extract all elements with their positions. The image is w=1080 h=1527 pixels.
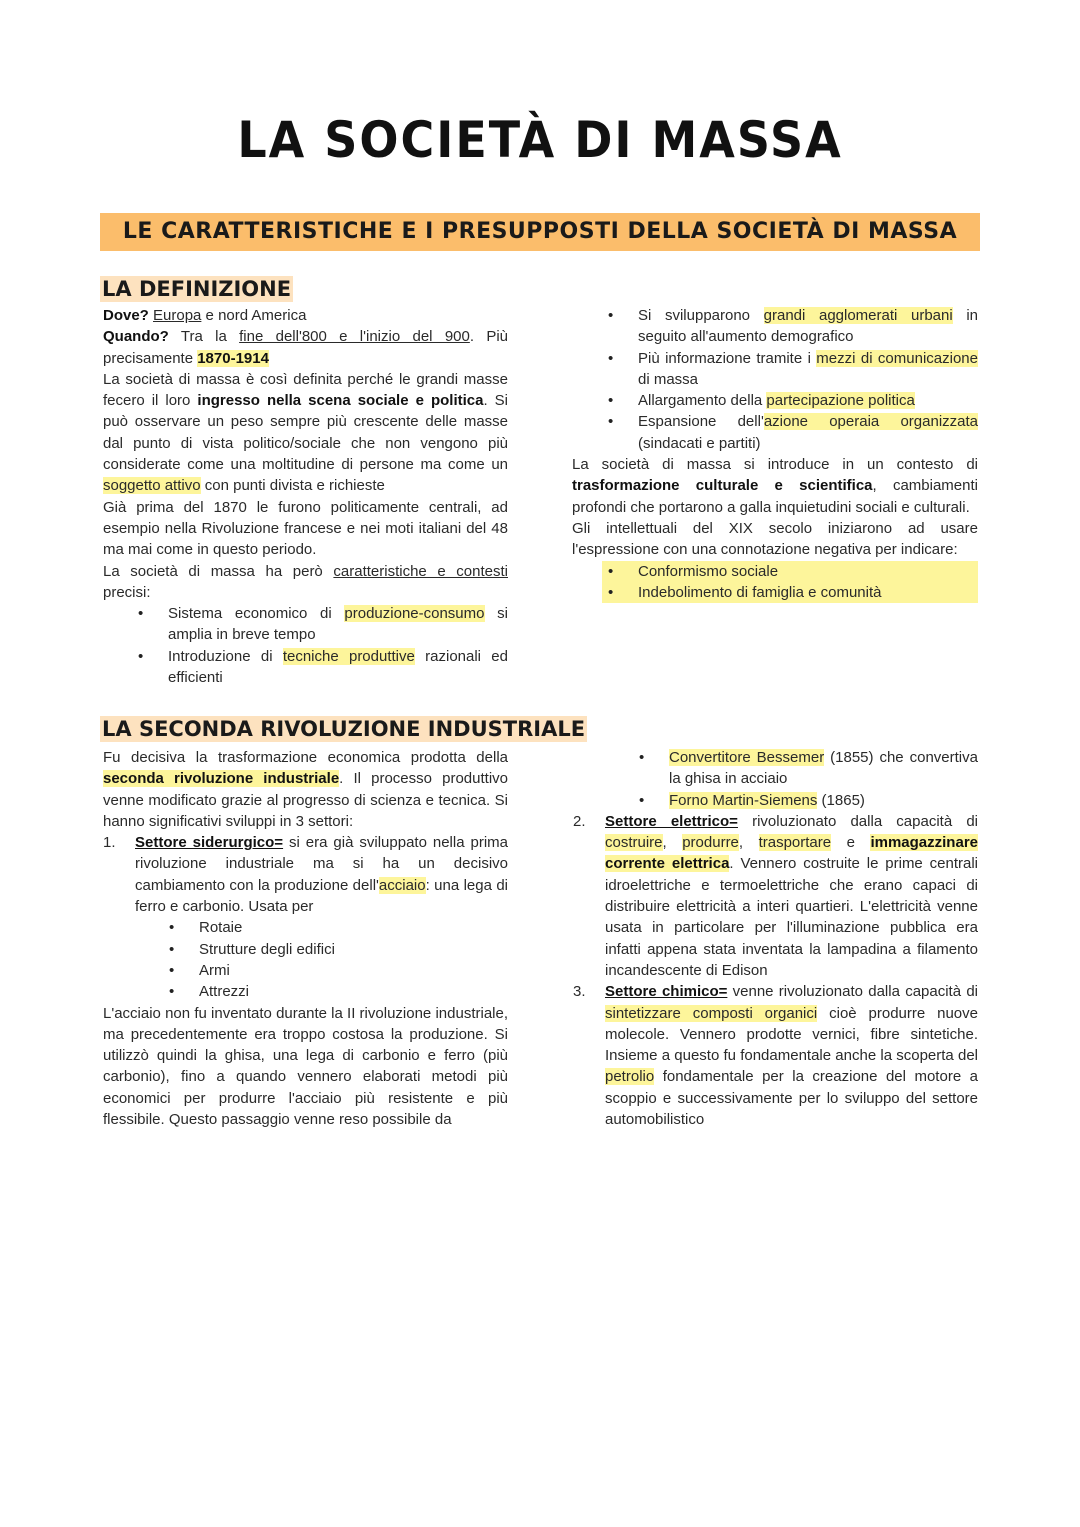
s3-highlight-2: petrolio — [605, 1068, 655, 1086]
r2-post: di massa — [638, 370, 699, 388]
p1-post: . Si può osservare un peso sempre più crescente delle masse dal punto di vista politico/sociale che non vengono più considerate come una moltitudine di persone ma come un — [103, 392, 508, 474]
settori-list-continued — [573, 811, 979, 1130]
list-item: • Strutture degli edifici — [199, 939, 508, 960]
rp1-pre: La società di massa si introduce in un contesto di — [572, 456, 978, 474]
p3-underline: caratteristiche e contesti — [333, 562, 508, 580]
b2-post: razionali ed efficienti — [168, 647, 508, 687]
r1-highlight: grandi agglomerati urbani — [763, 307, 953, 324]
s2-sep-2: , — [738, 834, 759, 852]
m2-post: (1865) — [817, 791, 865, 809]
rivoluzione-right-column — [572, 747, 978, 1130]
rivoluzione-paragraph-2: L'acciaio non fu inventato durante la II rivoluzione industriale, ma precedentemente era troppo costosa la produzione. Si utilizzò quindi la ghisa, una lega di carbonio e ferro (più carbonio), fino a quando vennero elaborati metodi più economici per produrre l'acciaio più resistente e più flessibile. Questo passaggio venne reso possibile da — [103, 1004, 508, 1129]
definizione-paragraph-3 — [103, 561, 508, 604]
r3-pre: Allargamento della — [638, 392, 767, 410]
rp-post: . Il processo produttivo venne modificato grazie al progresso di scienza e tecnica. Si hanno significativi sviluppi in 3 settori: — [103, 770, 508, 830]
r4-highlight: azione operaia organizzata — [763, 413, 978, 431]
list-item: • Conformismo sociale — [638, 561, 978, 582]
metodi-list — [669, 747, 978, 811]
list-item — [168, 603, 508, 646]
quando-period: fine dell'800 e l'inizio del 900 — [239, 328, 470, 346]
dove-line — [103, 305, 508, 326]
b1-post: si amplia in breve tempo — [168, 605, 508, 644]
caratteristiche-list — [168, 603, 508, 688]
s2-post: . Vennero costruite le prime centrali idroelettriche e termoelettriche che erano capaci di distribuire elettricità a interi quartieri. L'elettricità venne usata in particolare per l'illuminazione pubblica era infatti appena stata inventata la lampadina a filamento incandescente di Edison — [605, 855, 978, 979]
settore-label: Settore chimico= — [605, 983, 728, 1001]
settore-label: Settore siderurgico= — [135, 834, 284, 852]
r3-highlight: partecipazione politica — [766, 392, 915, 410]
r2-highlight: mezzi di comunicazione — [816, 349, 978, 367]
rp1-bold: trasformazione culturale e scientifica — [572, 477, 873, 495]
definizione-left-column — [103, 305, 508, 688]
rivoluzione-left-column — [103, 747, 508, 1130]
contesto-paragraph-2: Gli intellettuali del XIX secolo iniziarono ad usare l'espressione con una connotazione negativa per indicare: — [572, 519, 978, 559]
s3-post: fondamentale per la creazione del motore a scoppio e successivamente per lo sviluppo del settore automobilistico — [605, 1068, 978, 1129]
rp-pre: Fu decisiva la trasformazione economica prodotta della — [103, 749, 508, 766]
section-banner: LE CARATTERISTICHE E I PRESUPPOSTI DELLA SOCIETÀ DI MASSA — [100, 213, 980, 251]
heading-definizione: LA DEFINIZIONE — [102, 277, 292, 301]
contesto-paragraph-1 — [572, 454, 978, 518]
list-item — [669, 790, 978, 811]
list-item — [638, 411, 978, 454]
r4-pre: Espansione dell' — [638, 413, 764, 431]
s2-pre: rivoluzionato dalla capacità di — [737, 812, 978, 830]
m1-post: (1855) che convertiva la ghisa in acciaio — [669, 749, 978, 788]
m2-highlight: Forno Martin-Siemens — [669, 791, 818, 809]
b2-pre: Introduzione di — [168, 647, 283, 665]
r4-post: (sindacati e partiti) — [638, 434, 761, 452]
definizione-paragraph-2: Già prima del 1870 le furono politicamente centrali, ad esempio nella Rivoluzione francese e nei moti italiani del 48 ma mai come in questo periodo. — [103, 498, 508, 559]
s1-pre: si era già sviluppato nella prima rivoluzione industriale ma si ha un decisivo cambiamento con la produzione dell' — [135, 834, 509, 894]
s1-highlight: acciaio — [378, 876, 426, 894]
rp1-post: , cambiamenti profondi che portarono a galla inquietudini sociali e culturali. — [572, 477, 978, 516]
r2-pre: Più informazione tramite i — [638, 349, 817, 367]
definizione-right-column — [572, 305, 978, 603]
negative-connotation-box — [602, 561, 978, 604]
settore-siderurgico — [103, 832, 509, 1002]
s2-highlight-1: costruire — [605, 834, 663, 852]
p3-post: precisi: — [103, 583, 151, 601]
p1-bold: ingresso nella scena sociale e politica — [197, 392, 484, 410]
p1-pre: La società di massa è così definita perché le grandi masse fecero il loro — [103, 370, 508, 410]
b2-highlight: tecniche produttive — [282, 647, 415, 665]
settore-number: 3. — [573, 983, 586, 1001]
settore-number: 1. — [103, 834, 116, 852]
list-item: • Rotaie — [199, 917, 508, 938]
dove-label: Dove? — [103, 307, 149, 324]
list-item: • Attrezzi — [199, 981, 508, 1002]
settore-number: 2. — [573, 812, 586, 830]
list-item: • Armi — [199, 960, 508, 981]
quando-label: Quando? — [103, 328, 169, 346]
definizione-paragraph-1 — [103, 369, 508, 497]
r1-post: in seguito all'aumento demografico — [638, 307, 978, 346]
s2-sep-1: , — [662, 834, 683, 852]
quando-line — [103, 326, 508, 369]
b1-highlight: produzione-consumo — [344, 605, 485, 623]
s3-mid: cioè produrre nuove molecole. Vennero prodotte vernici, fibre sintetiche. Insieme a questo fu fondamentale anche la scoperta del — [605, 1004, 978, 1065]
list-item — [638, 305, 978, 348]
contesto-list — [638, 305, 978, 454]
list-item: • Indebolimento di famiglia e comunità — [638, 582, 978, 603]
s2-highlight-2: produrre — [682, 834, 739, 852]
settori-list-start — [103, 832, 509, 1002]
list-item — [638, 348, 978, 391]
quando-pre: Tra la — [168, 328, 240, 346]
rivoluzione-paragraph-1 — [103, 747, 508, 832]
m1-highlight: Convertitore Bessemer — [669, 749, 825, 766]
settore-chimico — [573, 981, 979, 1130]
r1-pre: Si svilupparono — [638, 307, 764, 324]
s2-sep-3: e — [831, 834, 871, 852]
list-item — [168, 646, 508, 689]
list-item — [669, 747, 978, 790]
b1-pre: Sistema economico di — [168, 605, 345, 623]
negative-list — [638, 561, 978, 604]
page-title: LA SOCIETÀ DI MASSA — [237, 110, 843, 170]
s3-pre: venne rivoluzionato dalla capacità di — [727, 983, 979, 1001]
list-item — [638, 390, 978, 411]
p1-highlight: soggetto attivo — [103, 477, 201, 495]
s2-highlight-4: immagazzinare corrente elettrica — [605, 834, 978, 873]
quando-years: 1870-1914 — [197, 349, 269, 367]
dove-rest: e nord America — [201, 307, 307, 324]
rp-bold: seconda rivoluzione industriale — [103, 770, 340, 788]
dove-place: Europa — [153, 307, 202, 324]
s3-highlight-1: sintetizzare composti organici — [605, 1004, 818, 1022]
p1-end: con punti divista e richieste — [200, 477, 385, 495]
acciaio-uses-list — [199, 917, 508, 1002]
settore-label: Settore elettrico= — [605, 812, 738, 830]
s2-highlight-3: trasportare — [758, 834, 832, 852]
settore-elettrico — [573, 811, 978, 981]
s1-post: : una lega di ferro e carbonio. Usata per — [135, 876, 509, 916]
heading-rivoluzione: LA SECONDA RIVOLUZIONE INDUSTRIALE — [102, 717, 586, 741]
quando-post: . Più precisamente — [103, 328, 508, 367]
p3-pre: La società di massa ha però — [103, 562, 334, 580]
